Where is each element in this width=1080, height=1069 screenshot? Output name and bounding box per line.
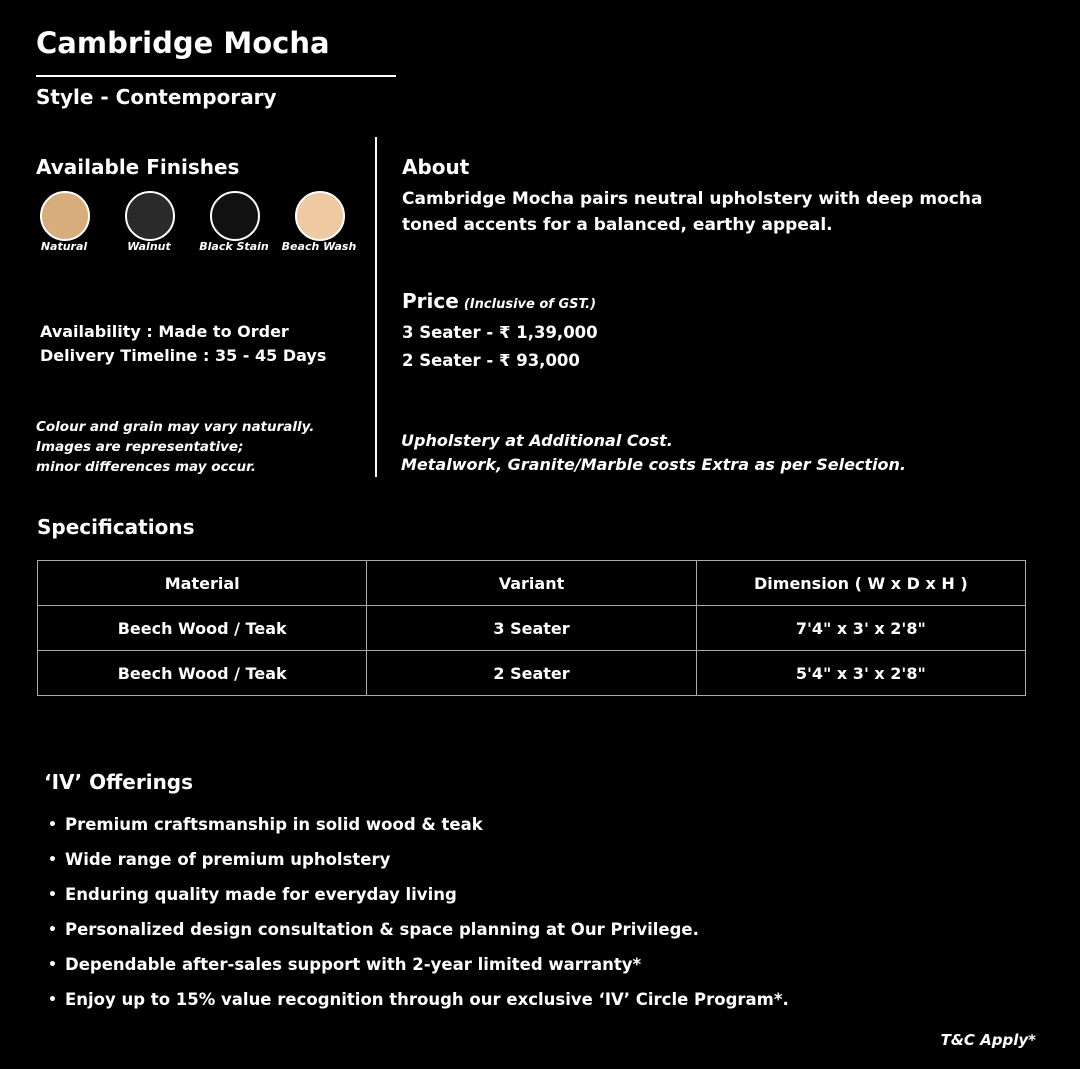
bullet-icon: • — [48, 921, 57, 938]
finish-swatch-beach-wash[interactable] — [295, 191, 345, 241]
finishes-title: Available Finishes — [36, 155, 240, 179]
bullet-icon: • — [48, 851, 57, 868]
extra-costs — [401, 429, 906, 477]
product-style: Style - Contemporary — [36, 85, 277, 109]
column-header-dimension: Dimension ( W x D x H ) — [696, 561, 1025, 606]
finish-swatch-natural[interactable] — [40, 191, 90, 241]
price-heading — [402, 289, 596, 313]
finish-swatch-black-stain[interactable] — [210, 191, 260, 241]
note-line: Colour and grain may vary naturally. — [36, 419, 315, 435]
price-item: 3 Seater - ₹ 1,39,000 — [402, 323, 598, 342]
offering-text: Personalized design consultation & space planning at Our Privilege. — [65, 920, 699, 939]
offering-text: Premium craftsmanship in solid wood & teak — [65, 815, 483, 834]
title-divider — [36, 75, 396, 77]
list-item — [48, 947, 789, 982]
extra-cost-line: Upholstery at Additional Cost. — [401, 431, 673, 450]
cell-dimension: 7'4" x 3' x 2'8" — [696, 606, 1025, 651]
table-row — [38, 651, 1026, 696]
cell-variant: 3 Seater — [367, 606, 696, 651]
product-title: Cambridge Mocha — [36, 26, 330, 60]
column-header-variant: Variant — [367, 561, 696, 606]
about-text: Cambridge Mocha pairs neutral upholstery with deep mocha toned accents for a balanced, earthy appeal. — [402, 189, 983, 235]
cell-dimension: 5'4" x 3' x 2'8" — [696, 651, 1025, 696]
offerings-list — [48, 807, 789, 1017]
extra-cost-line: Metalwork, Granite/Marble costs Extra as per Selection. — [401, 455, 907, 474]
offering-text: Wide range of premium upholstery — [65, 850, 391, 869]
specifications-title: Specifications — [37, 515, 195, 539]
price-title: Price — [402, 289, 459, 313]
bullet-icon: • — [48, 991, 57, 1008]
price-note: (Inclusive of GST.) — [463, 297, 597, 312]
price-list — [402, 319, 598, 375]
availability-text: Availability : Made to Order — [40, 322, 289, 341]
bullet-icon: • — [48, 816, 57, 833]
offering-text: Enjoy up to 15% value recognition through our exclusive ‘IV’ Circle Program*. — [65, 990, 789, 1009]
offering-text: Dependable after-sales support with 2-year limited warranty* — [65, 955, 642, 974]
finish-label-black-stain: Black Stain — [199, 240, 269, 253]
finish-label-walnut: Walnut — [127, 240, 171, 253]
price-item: 2 Seater - ₹ 93,000 — [402, 351, 580, 370]
availability-info — [40, 320, 326, 368]
bullet-icon: • — [48, 956, 57, 973]
cell-material: Beech Wood / Teak — [38, 651, 367, 696]
finish-label-beach-wash: Beach Wash — [281, 240, 357, 253]
list-item — [48, 877, 789, 912]
list-item — [48, 842, 789, 877]
finish-label-natural: Natural — [40, 240, 88, 253]
table-row — [38, 606, 1026, 651]
column-divider — [375, 137, 377, 477]
list-item — [48, 807, 789, 842]
list-item — [48, 982, 789, 1017]
finish-swatch-walnut[interactable] — [125, 191, 175, 241]
bullet-icon: • — [48, 886, 57, 903]
offerings-title: ‘IV’ Offerings — [44, 770, 194, 794]
terms-note: T&C Apply* — [940, 1031, 1036, 1049]
specifications-table — [37, 560, 1026, 696]
delivery-timeline: Delivery Timeline : 35 - 45 Days — [40, 346, 327, 365]
note-line: Images are representative; — [36, 439, 244, 455]
disclaimer-note — [36, 417, 314, 477]
note-line: minor differences may occur. — [36, 459, 256, 475]
cell-variant: 2 Seater — [367, 651, 696, 696]
table-header-row — [38, 561, 1026, 606]
column-header-material: Material — [38, 561, 367, 606]
list-item — [48, 912, 789, 947]
about-title: About — [402, 155, 470, 179]
cell-material: Beech Wood / Teak — [38, 606, 367, 651]
offering-text: Enduring quality made for everyday living — [65, 885, 457, 904]
